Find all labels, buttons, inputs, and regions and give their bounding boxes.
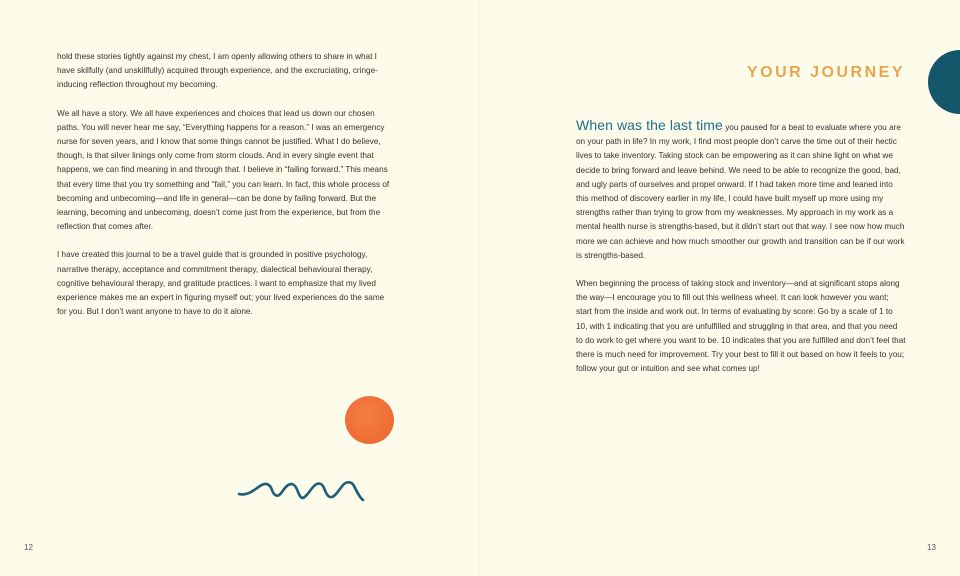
teal-half-circle xyxy=(928,50,960,114)
left-page-text xyxy=(57,50,392,333)
right-paragraph-1 xyxy=(576,118,906,263)
right-page-text xyxy=(576,118,906,390)
page-number: 12 xyxy=(24,543,33,552)
page-number: 13 xyxy=(927,543,936,552)
lead-phrase: When was the last time xyxy=(576,117,723,133)
right-page xyxy=(480,0,960,576)
wave-illustration xyxy=(236,476,366,506)
section-title: YOUR JOURNEY xyxy=(746,64,905,81)
left-paragraph-2: We all have a story. We all have experiences and choices that lead us down our chosen paths. You will never hear me say, “Everything happens for a reason.” I was an emergency nurse for seven years, and I know that some things cannot be justified. What I do believe, though, is that silver linings only come from storm clouds. And in every single event that happens, we can find meaning in and through that. I believe in “failing forward.” This means that every time that you try something and “fail,” you can learn. In fact, this whole process of becoming and unbecoming—and life in general—can be done by failing forward. But the learning, becoming and unbecoming, doesn’t come just from the experience, but from the reflection that comes after. xyxy=(57,108,390,232)
sun-illustration xyxy=(345,396,394,444)
right-paragraph-2: When beginning the process of taking stock and inventory—and at significant stops along the way—I encourage you to fill out this wellness wheel. It can look however you want; start from the inside and work out. In terms of evaluating by score: Go by a scale of 1 to 10, with 1 indicating that you are unfulfilled and struggling in that area, and that you need to do work to get where you want to be. 10 indicates that you are fulfilled and don’t feel that there is much need for improvement. Try your best to fill it out based on how it feels to you; follow your gut or intuition and see what comes up! xyxy=(576,279,906,374)
left-paragraph-1: hold these stories tightly against my chest, I am openly allowing others to share in what I have skilfully (and unskillfully) acquired through experience, and the excruciating, cringe-inducing reflection throughout my becoming. xyxy=(57,52,378,90)
left-paragraph-3: I have created this journal to be a travel guide that is grounded in positive psychology, narrative therapy, acceptance and commitment therapy, dialectical behavioural therapy, cognitive behavioural therapy, and gratitude practices. I want to emphasize that my lived experience makes me an expert in figuring myself out; your lived experiences do the same for you. But I don’t want anyone to have to do it alone. xyxy=(57,250,385,317)
right-paragraph-1-text: you paused for a beat to evaluate where you are on your path in life? In my work, I find most people don’t carve the time out of their hectic lives to take inventory. Taking stock can be empowering as it can shine light on what we decide to bring forward and leave behind. We need to be able to recognize the good, bad, and ugly parts of ourselves and propel onward. If I had taken more time and leaned into this method of discovery earlier in my life, I could have built myself up more using my strengths rather than trying to grow from my weaknesses. My approach in my work as a mental health nurse is strengths-based, but it didn’t start out that way. I see now how much more we can achieve and how much smoother our growth and transition can be if our work is strengths-based. xyxy=(576,123,905,260)
